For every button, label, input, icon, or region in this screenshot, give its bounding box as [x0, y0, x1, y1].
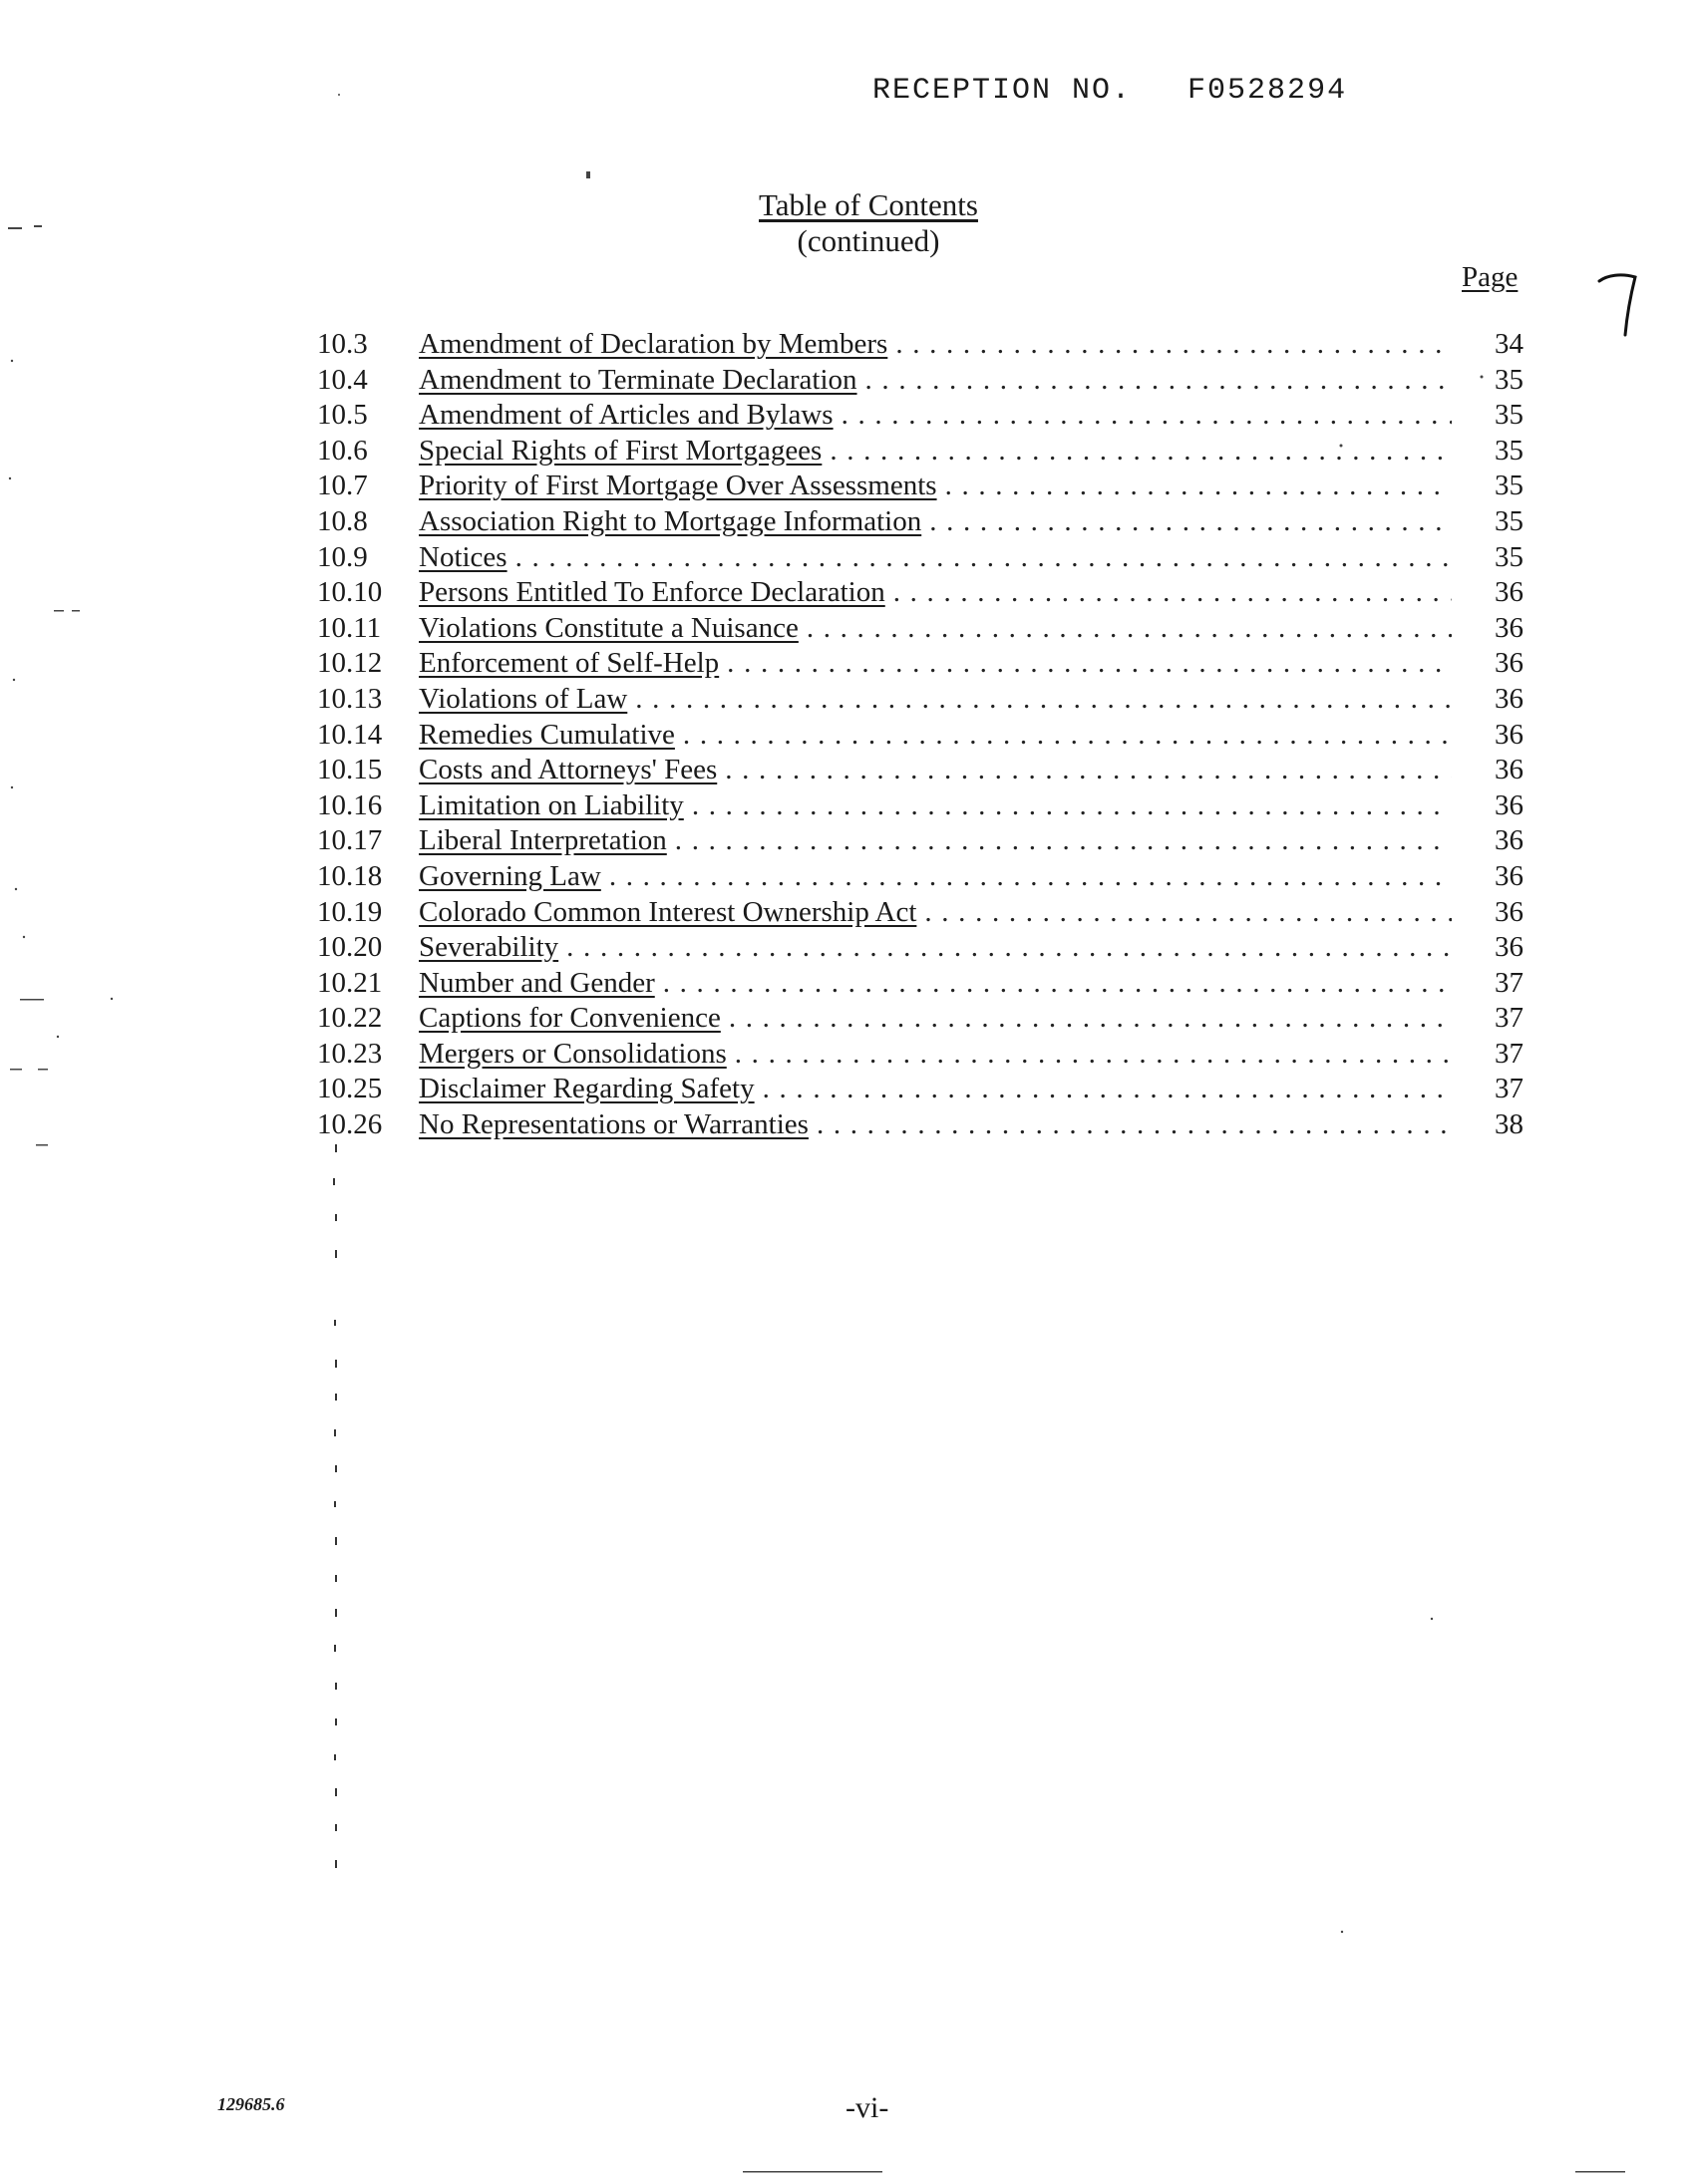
toc-entry — [419, 718, 1458, 754]
dot-leader — [635, 682, 1452, 718]
toc-entry-title[interactable]: Severability — [419, 931, 559, 964]
toc-page-number: 36 — [1495, 788, 1523, 821]
toc-entry-title[interactable]: Colorado Common Interest Ownership Act — [419, 895, 917, 928]
toc-list — [317, 327, 1523, 1143]
toc-entry-title[interactable]: Special Rights of First Mortgagees — [419, 434, 823, 467]
toc-row — [317, 718, 1523, 754]
toc-entry — [419, 788, 1458, 824]
toc-row — [317, 363, 1523, 399]
toc-section-number: 10.10 — [317, 576, 383, 609]
toc-entry-title[interactable]: Priority of First Mortgage Over Assessments — [419, 469, 937, 502]
toc-page-number: 36 — [1495, 647, 1523, 680]
toc-entry — [419, 1037, 1458, 1073]
toc-page-number: 35 — [1495, 434, 1523, 467]
toc-page-number: 36 — [1495, 754, 1523, 786]
toc-page-number: 37 — [1495, 966, 1523, 999]
toc-entry-title[interactable]: Number and Gender — [419, 966, 655, 999]
toc-row — [317, 540, 1523, 576]
dot-leader — [735, 1037, 1452, 1073]
toc-entry-title[interactable]: Captions for Convenience — [419, 1002, 721, 1035]
reception-value: F0528294 — [1187, 74, 1348, 108]
toc-entry — [419, 540, 1458, 576]
toc-page-number: 34 — [1495, 328, 1523, 360]
toc-row — [317, 823, 1523, 859]
dot-leader — [763, 1072, 1452, 1107]
toc-entry — [419, 646, 1458, 682]
toc-entry — [419, 398, 1458, 434]
toc-section-number: 10.26 — [317, 1108, 383, 1141]
toc-entry-title[interactable]: Disclaimer Regarding Safety — [419, 1073, 755, 1105]
toc-section-number: 10.22 — [317, 1002, 383, 1035]
toc-page-number: 37 — [1495, 1073, 1523, 1105]
toc-entry-title[interactable]: Remedies Cumulative — [419, 718, 675, 751]
toc-entry — [419, 327, 1458, 363]
toc-section-number: 10.25 — [317, 1073, 383, 1105]
toc-page-number: 35 — [1495, 540, 1523, 573]
toc-section-number: 10.18 — [317, 859, 383, 892]
dot-leader — [842, 398, 1452, 434]
toc-section-number: 10.19 — [317, 895, 383, 928]
toc-section-number: 10.17 — [317, 824, 383, 857]
toc-section-number: 10.16 — [317, 788, 383, 821]
toc-page-number: 38 — [1495, 1108, 1523, 1141]
toc-page-number: 36 — [1495, 718, 1523, 751]
toc-row — [317, 930, 1523, 966]
toc-section-number: 10.14 — [317, 718, 383, 751]
dot-leader — [817, 1107, 1452, 1143]
toc-row — [317, 859, 1523, 895]
toc-subtitle: (continued) — [797, 223, 940, 258]
toc-row — [317, 646, 1523, 682]
toc-page-number: 37 — [1495, 1002, 1523, 1035]
reception-label: RECEPTION NO. — [872, 74, 1133, 108]
toc-entry-title[interactable]: Amendment of Declaration by Members — [419, 328, 888, 360]
dot-leader — [729, 1001, 1452, 1037]
toc-entry-title[interactable]: Violations Constitute a Nuisance — [419, 611, 799, 644]
dot-leader — [515, 540, 1452, 576]
toc-entry — [419, 575, 1458, 611]
toc-heading — [0, 187, 1691, 259]
toc-entry-title[interactable]: Limitation on Liability — [419, 788, 684, 821]
toc-entry-title[interactable]: Governing Law — [419, 859, 601, 892]
toc-entry-title[interactable]: Liberal Interpretation — [419, 824, 667, 857]
toc-page-number: 35 — [1495, 469, 1523, 502]
toc-entry — [419, 895, 1458, 931]
dot-leader — [566, 930, 1452, 966]
toc-title: Table of Contents — [759, 187, 978, 222]
toc-entry — [419, 930, 1458, 966]
page-column-label: Page — [1462, 261, 1519, 293]
toc-row — [317, 434, 1523, 469]
toc-section-number: 10.13 — [317, 682, 383, 715]
toc-page-number: 36 — [1495, 931, 1523, 964]
handwritten-mark — [1595, 269, 1641, 339]
toc-entry-title[interactable]: Amendment of Articles and Bylaws — [419, 399, 834, 432]
toc-row — [317, 753, 1523, 788]
toc-entry — [419, 611, 1458, 647]
toc-section-number: 10.21 — [317, 966, 383, 999]
dot-leader — [683, 718, 1452, 754]
toc-page-number: 35 — [1495, 399, 1523, 432]
toc-section-number: 10.7 — [317, 469, 368, 502]
toc-section-number: 10.8 — [317, 504, 368, 537]
toc-section-number: 10.20 — [317, 931, 383, 964]
toc-section-number: 10.23 — [317, 1037, 383, 1070]
toc-entry — [419, 753, 1458, 788]
toc-entry-title[interactable]: Association Right to Mortgage Information — [419, 504, 922, 537]
toc-page-number: 36 — [1495, 682, 1523, 715]
toc-entry-title[interactable]: Persons Entitled To Enforce Declaration — [419, 576, 885, 609]
toc-row — [317, 327, 1523, 363]
toc-section-number: 10.4 — [317, 363, 368, 396]
toc-section-number: 10.3 — [317, 328, 368, 360]
toc-page-number: 36 — [1495, 895, 1523, 928]
toc-row — [317, 575, 1523, 611]
toc-entry-title[interactable]: Costs and Attorneys' Fees — [419, 754, 718, 786]
toc-row — [317, 611, 1523, 647]
toc-entry — [419, 823, 1458, 859]
dot-leader — [807, 611, 1452, 647]
toc-page-number: 37 — [1495, 1037, 1523, 1070]
toc-row — [317, 1072, 1523, 1107]
dot-leader — [663, 966, 1452, 1002]
toc-page-number: 36 — [1495, 611, 1523, 644]
toc-entry — [419, 434, 1458, 469]
dot-leader — [895, 327, 1452, 363]
page-number: -vi- — [846, 2091, 889, 2124]
toc-entry-title[interactable]: No Representations or Warranties — [419, 1108, 809, 1141]
toc-entry — [419, 682, 1458, 718]
toc-row — [317, 966, 1523, 1002]
toc-page-number: 36 — [1495, 576, 1523, 609]
dot-leader — [609, 859, 1452, 895]
dot-leader — [727, 646, 1452, 682]
toc-entry-title[interactable]: Notices — [419, 540, 507, 573]
dot-leader — [945, 468, 1452, 504]
toc-section-number: 10.6 — [317, 434, 368, 467]
toc-entry — [419, 966, 1458, 1002]
toc-row — [317, 398, 1523, 434]
toc-page-number: 36 — [1495, 824, 1523, 857]
toc-entry-title[interactable]: Violations of Law — [419, 682, 628, 715]
toc-entry — [419, 1001, 1458, 1037]
toc-section-number: 10.15 — [317, 754, 383, 786]
toc-row — [317, 788, 1523, 824]
toc-row — [317, 504, 1523, 540]
toc-entry-title[interactable]: Enforcement of Self-Help — [419, 647, 720, 680]
dot-leader — [893, 575, 1452, 611]
toc-row — [317, 1107, 1523, 1143]
reception-number — [872, 74, 1347, 108]
toc-entry-title[interactable]: Amendment to Terminate Declaration — [419, 363, 857, 396]
toc-page-number: 35 — [1495, 363, 1523, 396]
toc-page-number: 35 — [1495, 504, 1523, 537]
toc-entry — [419, 363, 1458, 399]
dot-leader — [924, 895, 1452, 931]
document-number: 129685.6 — [217, 2094, 285, 2114]
dot-leader — [830, 434, 1452, 469]
dot-leader — [725, 753, 1452, 788]
toc-entry — [419, 859, 1458, 895]
dot-leader — [675, 823, 1452, 859]
toc-row — [317, 682, 1523, 718]
toc-row — [317, 1001, 1523, 1037]
dot-leader — [929, 504, 1452, 540]
toc-section-number: 10.5 — [317, 399, 368, 432]
toc-section-number: 10.9 — [317, 540, 368, 573]
toc-entry-title[interactable]: Mergers or Consolidations — [419, 1037, 727, 1070]
toc-section-number: 10.11 — [317, 611, 382, 644]
dot-leader — [865, 363, 1452, 399]
toc-entry — [419, 504, 1458, 540]
dot-leader — [692, 788, 1452, 824]
toc-section-number: 10.12 — [317, 647, 383, 680]
toc-page-number: 36 — [1495, 859, 1523, 892]
toc-entry — [419, 468, 1458, 504]
toc-row — [317, 468, 1523, 504]
toc-row — [317, 1037, 1523, 1073]
toc-entry — [419, 1107, 1458, 1143]
toc-row — [317, 895, 1523, 931]
toc-entry — [419, 1072, 1458, 1107]
